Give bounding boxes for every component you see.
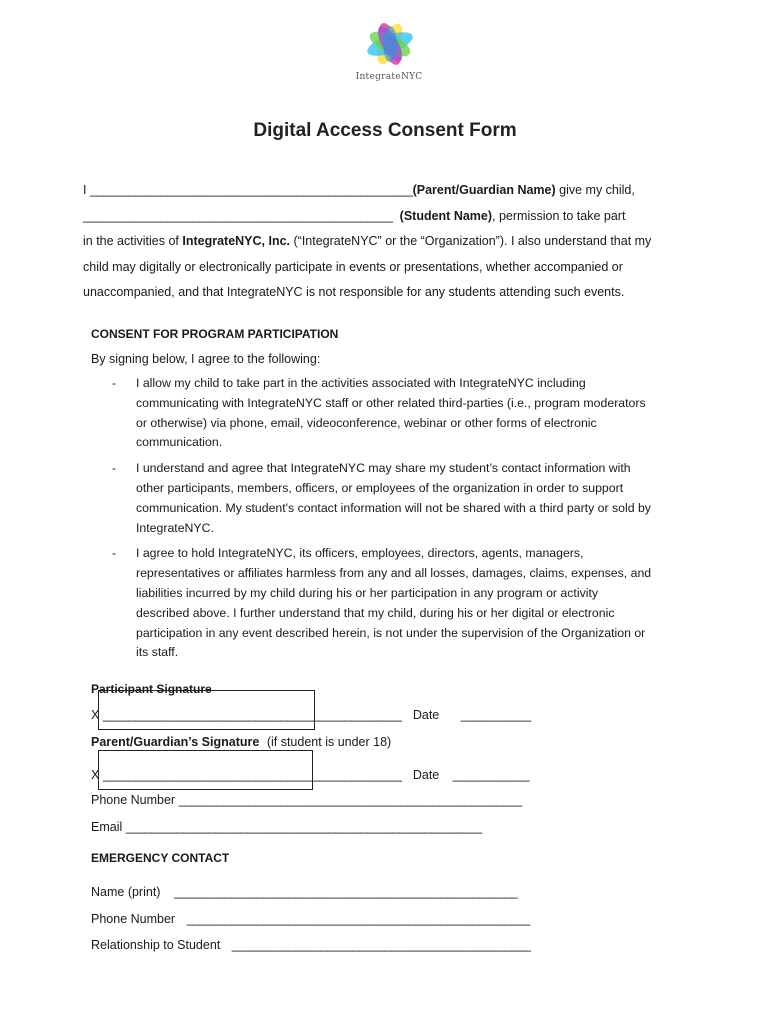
guardian-signature-line: _______________________________________________ (102, 768, 402, 782)
consent-heading: CONSENT FOR PROGRAM PARTICIPATION (91, 327, 339, 341)
emergency-relationship-row: Relationship to Student _______________________________________________ (91, 938, 531, 952)
consent-lead: By signing below, I agree to the following: (91, 352, 321, 366)
intro-line-3: in the activities of IntegrateNYC, Inc. (“IntegrateNYC” or the “Organization”). I also understand that my (83, 234, 652, 248)
participant-signature-field[interactable] (98, 690, 315, 730)
participant-signature-label: Participant Signature (91, 682, 212, 696)
participant-date-field[interactable]: ___________ (460, 708, 531, 722)
student-name-blank[interactable]: ________________________________________________ (83, 208, 393, 223)
guardian-signature-label-row (91, 735, 391, 749)
participant-signature-row: X _______________________________________________ Date ___________ (91, 708, 531, 722)
guardian-signature-field[interactable] (98, 750, 313, 790)
emergency-contact-heading: EMERGENCY CONTACT (91, 851, 230, 865)
list-item: - I agree to hold IntegrateNYC, its officers, employees, directors, agents, managers, representatives or affiliates harmless from any and all losses, damages, claims, expenses, and liabilities incurred by my child during his or her participation in any program or activity described above. I further understand that my child, during his or her digital or electronic participation in any event described herein, is not under the supervision of the Organization or its staff. (112, 546, 652, 660)
logo-wordmark: IntegrateNYC (355, 72, 423, 82)
emergency-relationship-field[interactable]: _______________________________________________ (231, 938, 531, 952)
emergency-name-field[interactable]: ______________________________________________________ (173, 885, 517, 899)
intro-line-5: unaccompanied, and that IntegrateNYC is not responsible for any students attending such events. (83, 285, 625, 299)
guardian-signature-label: Parent/Guardian’s Signature (91, 735, 260, 749)
guardian-date-field[interactable]: ____________ (452, 768, 529, 782)
guardian-email-field[interactable]: ________________________________________________________ (125, 820, 482, 834)
guardian-note: (if student is under 18) (266, 735, 392, 749)
parent-name-blank[interactable]: __________________________________________________ (89, 183, 413, 197)
intro-paragraph (83, 178, 683, 306)
participant-signature-line: _______________________________________________ (102, 708, 402, 722)
emergency-phone-row: Phone Number ______________________________________________________ (91, 912, 530, 926)
intro-line-1: I __________________________________________________(Parent/Guardian Name) give my child, (83, 183, 635, 197)
intro-line-4: child may digitally or electronically participate in events or presentations, whether accompanied or (83, 259, 623, 274)
guardian-phone-row: Phone Number ______________________________________________________ (91, 793, 522, 807)
intro-line-2: ________________________________________________ (Student Name), permission to take part (83, 208, 626, 223)
guardian-signature-row: X _______________________________________________ Date ____________ (91, 768, 529, 782)
list-item: - I allow my child to take part in the activities associated with IntegrateNYC including communicating with IntegrateNYC staff or other related third-parties (i.e., program moderators or otherwise) via phone, email, videoconference, webinar or other forms of electronic communication. (112, 376, 646, 450)
guardian-email-row: Email ________________________________________________________ (91, 820, 482, 834)
guardian-phone-field[interactable]: ______________________________________________________ (178, 793, 522, 807)
logo-petal (383, 26, 397, 62)
emergency-phone-field[interactable]: ______________________________________________________ (186, 912, 530, 926)
emergency-name-row: Name (print) ______________________________________________________ (91, 885, 517, 899)
page-title: Digital Access Consent Form (253, 120, 517, 141)
list-item: - I understand and agree that IntegrateNYC may share my student’s contact information with other participants, members, officers, or employees of the organization in order to support communication. My student's contact information will not be shared with a third party or sold by IntegrateNYC. (112, 461, 651, 535)
consent-list (112, 374, 652, 669)
